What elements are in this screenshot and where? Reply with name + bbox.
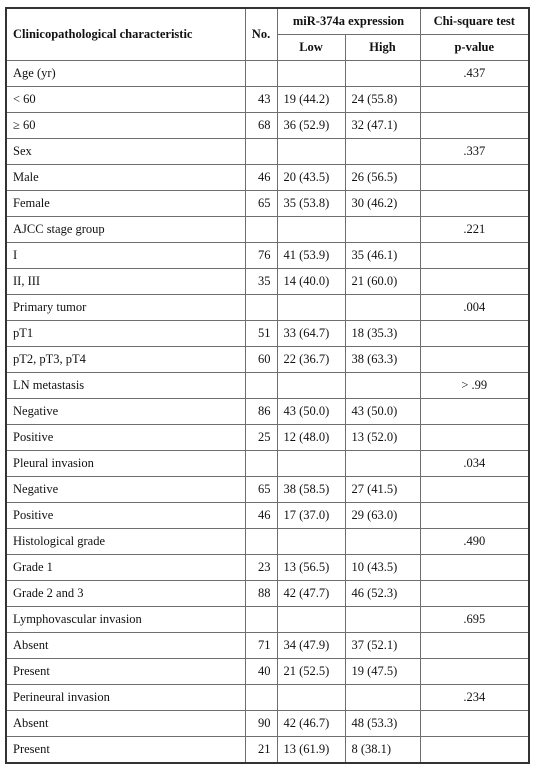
- cell-high: 21 (60.0): [345, 269, 420, 295]
- cell-pvalue: [420, 165, 529, 191]
- cell-no: 51: [245, 321, 277, 347]
- cell-characteristic: Perineural invasion: [6, 685, 245, 711]
- cell-no: [245, 61, 277, 87]
- table-row: [6, 87, 529, 113]
- cell-characteristic: pT1: [6, 321, 245, 347]
- header-high: High: [345, 35, 420, 61]
- cell-characteristic: Positive: [6, 425, 245, 451]
- table-row: [6, 711, 529, 737]
- cell-low: 42 (47.7): [277, 581, 345, 607]
- cell-no: 71: [245, 633, 277, 659]
- table-row: [6, 633, 529, 659]
- header-no: No.: [245, 8, 277, 61]
- cell-characteristic: Lymphovascular invasion: [6, 607, 245, 633]
- table-row: [6, 373, 529, 399]
- cell-pvalue: [420, 633, 529, 659]
- cell-pvalue: > .99: [420, 373, 529, 399]
- cell-pvalue: [420, 555, 529, 581]
- table-body: [6, 61, 529, 764]
- table-row: [6, 685, 529, 711]
- cell-no: 88: [245, 581, 277, 607]
- cell-pvalue: [420, 711, 529, 737]
- cell-characteristic: Pleural invasion: [6, 451, 245, 477]
- cell-high: 8 (38.1): [345, 737, 420, 764]
- table-row: [6, 659, 529, 685]
- cell-high: [345, 217, 420, 243]
- cell-no: 21: [245, 737, 277, 764]
- cell-no: [245, 451, 277, 477]
- cell-no: [245, 295, 277, 321]
- cell-high: [345, 61, 420, 87]
- table-row: [6, 555, 529, 581]
- cell-pvalue: .437: [420, 61, 529, 87]
- table-row: [6, 139, 529, 165]
- table-row: [6, 425, 529, 451]
- cell-low: 22 (36.7): [277, 347, 345, 373]
- cell-low: [277, 295, 345, 321]
- cell-high: [345, 529, 420, 555]
- cell-no: 43: [245, 87, 277, 113]
- table-row: [6, 503, 529, 529]
- cell-high: [345, 607, 420, 633]
- header-expression-group: miR-374a expression: [277, 8, 420, 35]
- cell-characteristic: Positive: [6, 503, 245, 529]
- cell-pvalue: [420, 399, 529, 425]
- cell-pvalue: [420, 477, 529, 503]
- cell-low: 21 (52.5): [277, 659, 345, 685]
- header-row-top: [6, 8, 529, 35]
- cell-high: 32 (47.1): [345, 113, 420, 139]
- table-row: [6, 607, 529, 633]
- cell-no: 46: [245, 503, 277, 529]
- cell-low: 13 (56.5): [277, 555, 345, 581]
- cell-pvalue: [420, 87, 529, 113]
- cell-no: 60: [245, 347, 277, 373]
- cell-low: [277, 373, 345, 399]
- cell-no: 65: [245, 191, 277, 217]
- data-table: [5, 7, 530, 764]
- cell-no: [245, 373, 277, 399]
- cell-characteristic: Negative: [6, 477, 245, 503]
- cell-high: 27 (41.5): [345, 477, 420, 503]
- cell-characteristic: pT2, pT3, pT4: [6, 347, 245, 373]
- cell-low: 38 (58.5): [277, 477, 345, 503]
- cell-pvalue: [420, 659, 529, 685]
- table-row: [6, 321, 529, 347]
- cell-high: 46 (52.3): [345, 581, 420, 607]
- cell-low: 36 (52.9): [277, 113, 345, 139]
- cell-pvalue: [420, 113, 529, 139]
- cell-no: 86: [245, 399, 277, 425]
- cell-high: 18 (35.3): [345, 321, 420, 347]
- cell-low: [277, 451, 345, 477]
- cell-high: [345, 373, 420, 399]
- cell-high: [345, 685, 420, 711]
- cell-pvalue: [420, 321, 529, 347]
- cell-low: 41 (53.9): [277, 243, 345, 269]
- cell-characteristic: II, III: [6, 269, 245, 295]
- cell-no: 40: [245, 659, 277, 685]
- cell-pvalue: .337: [420, 139, 529, 165]
- cell-high: [345, 295, 420, 321]
- cell-high: 30 (46.2): [345, 191, 420, 217]
- cell-low: 17 (37.0): [277, 503, 345, 529]
- cell-characteristic: Absent: [6, 711, 245, 737]
- cell-high: [345, 139, 420, 165]
- cell-characteristic: Absent: [6, 633, 245, 659]
- cell-low: 12 (48.0): [277, 425, 345, 451]
- cell-high: 13 (52.0): [345, 425, 420, 451]
- cell-pvalue: .221: [420, 217, 529, 243]
- cell-low: [277, 139, 345, 165]
- cell-no: 23: [245, 555, 277, 581]
- table-row: [6, 737, 529, 764]
- cell-characteristic: ≥ 60: [6, 113, 245, 139]
- cell-no: 68: [245, 113, 277, 139]
- cell-pvalue: [420, 243, 529, 269]
- cell-low: 13 (61.9): [277, 737, 345, 764]
- cell-low: 33 (64.7): [277, 321, 345, 347]
- cell-pvalue: [420, 503, 529, 529]
- cell-characteristic: Histological grade: [6, 529, 245, 555]
- cell-low: 34 (47.9): [277, 633, 345, 659]
- cell-pvalue: [420, 737, 529, 764]
- cell-high: 37 (52.1): [345, 633, 420, 659]
- cell-high: 29 (63.0): [345, 503, 420, 529]
- cell-no: 46: [245, 165, 277, 191]
- table-row: [6, 295, 529, 321]
- table-row: [6, 529, 529, 555]
- cell-high: 38 (63.3): [345, 347, 420, 373]
- cell-characteristic: Age (yr): [6, 61, 245, 87]
- table-row: [6, 165, 529, 191]
- cell-characteristic: Present: [6, 737, 245, 764]
- cell-low: 14 (40.0): [277, 269, 345, 295]
- cell-high: 10 (43.5): [345, 555, 420, 581]
- cell-pvalue: [420, 191, 529, 217]
- cell-no: 90: [245, 711, 277, 737]
- cell-low: [277, 607, 345, 633]
- cell-pvalue: [420, 347, 529, 373]
- cell-high: 19 (47.5): [345, 659, 420, 685]
- table-container: [5, 7, 530, 764]
- cell-low: [277, 685, 345, 711]
- table-row: [6, 217, 529, 243]
- cell-characteristic: < 60: [6, 87, 245, 113]
- header-low: Low: [277, 35, 345, 61]
- cell-no: [245, 685, 277, 711]
- cell-no: 76: [245, 243, 277, 269]
- table-row: [6, 191, 529, 217]
- cell-characteristic: AJCC stage group: [6, 217, 245, 243]
- table-row: [6, 113, 529, 139]
- cell-no: [245, 607, 277, 633]
- cell-pvalue: .234: [420, 685, 529, 711]
- cell-no: [245, 529, 277, 555]
- cell-high: 35 (46.1): [345, 243, 420, 269]
- cell-pvalue: [420, 269, 529, 295]
- cell-characteristic: Sex: [6, 139, 245, 165]
- cell-characteristic: Primary tumor: [6, 295, 245, 321]
- cell-high: [345, 451, 420, 477]
- cell-no: 25: [245, 425, 277, 451]
- cell-characteristic: Grade 2 and 3: [6, 581, 245, 607]
- cell-low: [277, 529, 345, 555]
- table-row: [6, 61, 529, 87]
- table-row: [6, 399, 529, 425]
- cell-characteristic: Present: [6, 659, 245, 685]
- table-row: [6, 477, 529, 503]
- cell-low: 42 (46.7): [277, 711, 345, 737]
- cell-pvalue: .004: [420, 295, 529, 321]
- cell-low: 35 (53.8): [277, 191, 345, 217]
- cell-no: 65: [245, 477, 277, 503]
- cell-no: [245, 139, 277, 165]
- cell-low: [277, 61, 345, 87]
- cell-characteristic: LN metastasis: [6, 373, 245, 399]
- cell-no: 35: [245, 269, 277, 295]
- cell-characteristic: Male: [6, 165, 245, 191]
- table-row: [6, 451, 529, 477]
- cell-high: 43 (50.0): [345, 399, 420, 425]
- table-row: [6, 243, 529, 269]
- cell-characteristic: Female: [6, 191, 245, 217]
- cell-low: 19 (44.2): [277, 87, 345, 113]
- cell-pvalue: .034: [420, 451, 529, 477]
- table-header: [6, 8, 529, 61]
- header-test-group: Chi-square test: [420, 8, 529, 35]
- header-pvalue: p-value: [420, 35, 529, 61]
- cell-pvalue: .490: [420, 529, 529, 555]
- cell-pvalue: [420, 425, 529, 451]
- cell-pvalue: [420, 581, 529, 607]
- header-characteristic: Clinicopathological characteristic: [6, 8, 245, 61]
- cell-high: 24 (55.8): [345, 87, 420, 113]
- cell-low: 43 (50.0): [277, 399, 345, 425]
- cell-no: [245, 217, 277, 243]
- cell-low: [277, 217, 345, 243]
- cell-high: 26 (56.5): [345, 165, 420, 191]
- cell-pvalue: .695: [420, 607, 529, 633]
- table-row: [6, 347, 529, 373]
- cell-high: 48 (53.3): [345, 711, 420, 737]
- cell-characteristic: Grade 1: [6, 555, 245, 581]
- cell-characteristic: Negative: [6, 399, 245, 425]
- table-row: [6, 269, 529, 295]
- cell-characteristic: I: [6, 243, 245, 269]
- table-row: [6, 581, 529, 607]
- cell-low: 20 (43.5): [277, 165, 345, 191]
